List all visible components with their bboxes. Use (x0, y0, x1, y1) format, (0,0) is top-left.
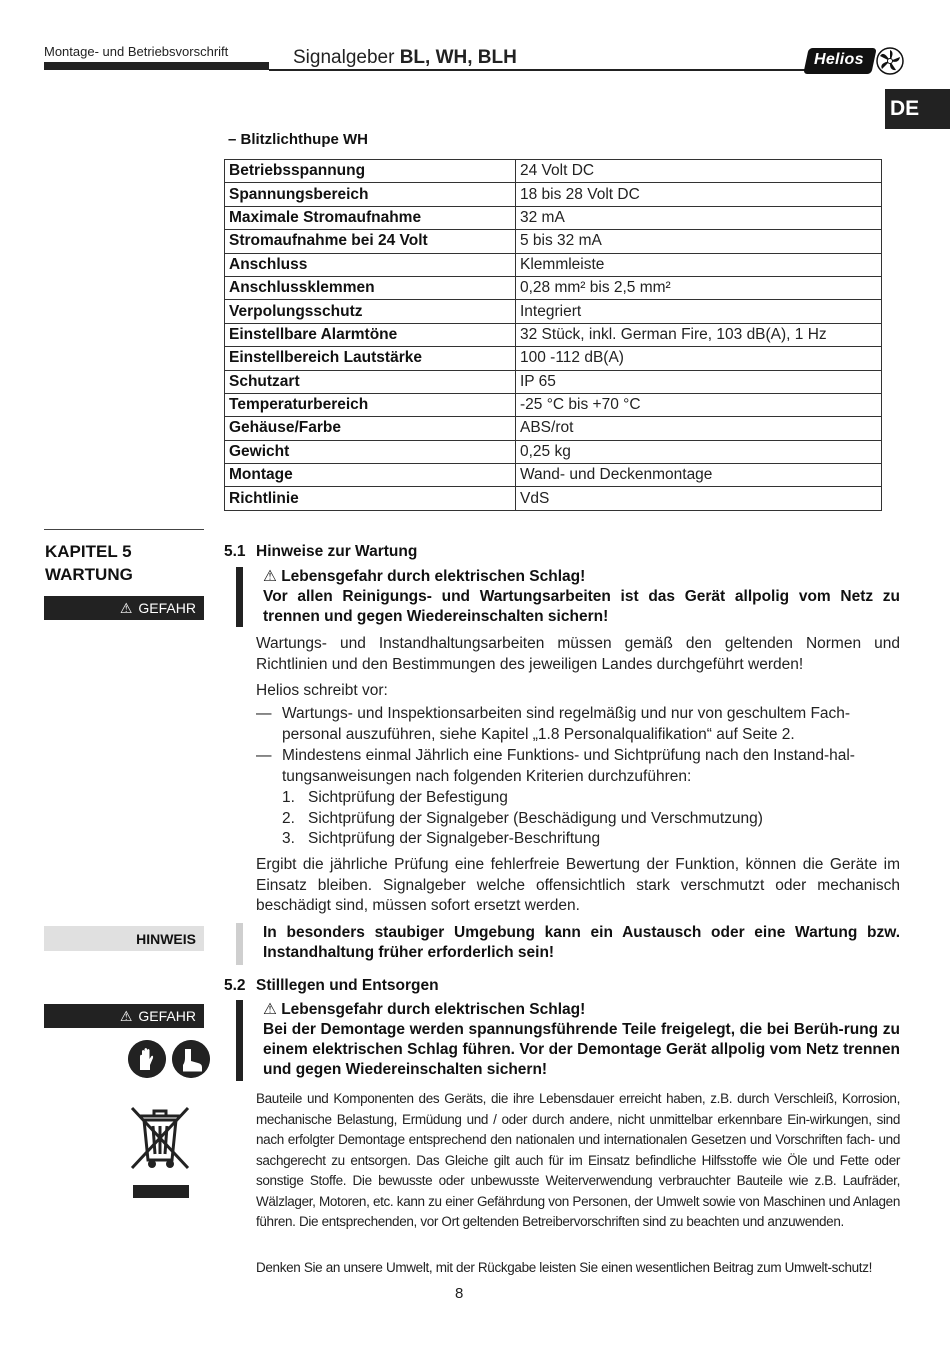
warning-triangle-icon: ⚠ (119, 600, 133, 616)
dash-marker: — (256, 705, 272, 722)
table-row (225, 253, 882, 276)
header-bar (44, 62, 269, 70)
table-row (225, 393, 882, 416)
warning-triangle-icon: ⚠ (119, 1008, 133, 1024)
table-row (225, 160, 882, 183)
warning-text: Bei der Demontage werden spannungsführende Teile freigelegt, die bei Berüh-rung zu einem elektrischen Schlag führen. Vor der Demontage Gerät allpolig vom Netz trennen und gegen Wiedereinschalten sichern! (263, 1021, 900, 1078)
spec-key: Richtlinie (225, 487, 516, 510)
spec-value: 32 mA (516, 206, 882, 229)
logo-text: Helios (814, 51, 864, 68)
warning-title: ⚠ Lebensgefahr durch elektrischen Schlag! (263, 1001, 586, 1018)
danger-badge-label: GEFAHR (138, 600, 196, 616)
spec-key: Schutzart (225, 370, 516, 393)
crossed-bin-icon (126, 1102, 194, 1174)
table-row (225, 347, 882, 370)
helios-logo (806, 45, 906, 77)
table-row (225, 464, 882, 487)
table-title: – Blitzlichthupe WH (228, 131, 368, 148)
table-row (225, 276, 882, 299)
paragraph: Wartungs- und Instandhaltungsarbeiten müssen gemäß den geltenden Normen und Richtlinien und den Bestimmungen des jeweiligen Landes durchgeführt werden! (256, 635, 900, 673)
spec-key: Stromaufnahme bei 24 Volt (225, 230, 516, 253)
table-row (225, 323, 882, 346)
section-heading (224, 977, 900, 995)
dash-list-item (256, 746, 900, 787)
spec-key: Anschlussklemmen (225, 276, 516, 299)
spec-value: Klemmleiste (516, 253, 882, 276)
spec-value: -25 °C bis +70 °C (516, 393, 882, 416)
page-number: 8 (455, 1285, 464, 1302)
section-title: Stilllegen und Entsorgen (256, 977, 439, 994)
spec-value: 0,28 mm² bis 2,5 mm² (516, 276, 882, 299)
paragraph: Ergibt die jährliche Prüfung eine fehlerfreie Bewertung der Funktion, können die Geräte im Einsatz bleiben. Signalgeber welche offensichtlich stark verschmutzt oder mechanisch beschädigt sind, müssen sofort ersetzt werden. (256, 856, 900, 914)
header-rule (269, 69, 806, 71)
spec-value: 0,25 kg (516, 440, 882, 463)
spec-key: Anschluss (225, 253, 516, 276)
danger-badge (44, 596, 204, 620)
paragraph: Denken Sie an unsere Umwelt, mit der Rückgabe leisten Sie einen wesentlichen Beitrag zum Umwelt-schutz! (256, 1260, 873, 1275)
table-row (225, 487, 882, 510)
spec-value: Integriert (516, 300, 882, 323)
spec-value: Wand- und Deckenmontage (516, 464, 882, 487)
table-row (225, 206, 882, 229)
language-tab: DE (885, 89, 950, 129)
warning-text: Vor allen Reinigungs- und Wartungsarbeiten ist das Gerät allpolig vom Netz zu trennen und gegen Wiedereinschalten sichern! (263, 588, 900, 625)
chapter-heading (45, 540, 133, 586)
warning-title: ⚠ Lebensgefahr durch elektrischen Schlag! (263, 568, 586, 585)
spec-key: Temperaturbereich (225, 393, 516, 416)
spec-key: Verpolungsschutz (225, 300, 516, 323)
safety-boot-icon (172, 1040, 210, 1078)
paragraph: Bauteile und Komponenten des Geräts, die ihre Lebensdauer erreicht haben, z.B. durch Verschleiß, Korrosion, mechanische Belastung, Ermüdung und / oder durch andere, nicht unmittelbar erkennbare Ein-wirkungen, sind nach erfolgter Demontage entsprechend den nationalen und internationalen Gesetzen und Vorschriften fach- und sachgerecht zu entsorgen. Das Gleiche gilt auch für im Einsatz befindliche Hilfsstoffe wie Öle und Fette oder sonstige Stoffe. Die bewusste oder unbewusste Weiterverwendung verbrauchter Bauteile wie z.B. Laufräder, Wälzlager, Motoren, etc. kann zu einer Gefährdung von Personen, der Umwelt sowie von Maschinen und Anlagen führen. Die entsprechenden, vor Ort geltenden Betreibervorschriften sind zu beachten und anzuwenden. (256, 1091, 900, 1229)
table-row (225, 300, 882, 323)
title-prefix: Signalgeber (293, 47, 395, 68)
spec-value: 5 bis 32 mA (516, 230, 882, 253)
spec-value: IP 65 (516, 370, 882, 393)
chapter-number: KAPITEL 5 (45, 542, 132, 561)
paragraph: Helios schreibt vor: (256, 682, 388, 699)
table-row (225, 230, 882, 253)
disposal-bar (133, 1185, 189, 1198)
document-type-label: Montage- und Betriebsvorschrift (44, 44, 229, 59)
sidebar-divider (44, 529, 204, 530)
spec-value: 18 bis 28 Volt DC (516, 183, 882, 206)
section-number: 5.2 (224, 977, 246, 994)
spec-key: Einstellbereich Lautstärke (225, 347, 516, 370)
note-box: In besonders staubiger Umgebung kann ein Austausch oder eine Wartung bzw. Instandhaltung früher erforderlich sein! (236, 923, 900, 965)
spec-value: 32 Stück, inkl. German Fire, 103 dB(A), 1 Hz (516, 323, 882, 346)
danger-badge (44, 1004, 204, 1028)
note-badge: HINWEIS (44, 926, 204, 951)
fan-icon (876, 47, 904, 75)
spec-key: Gewicht (225, 440, 516, 463)
table-row (225, 417, 882, 440)
table-row (225, 183, 882, 206)
document-title (293, 47, 517, 69)
danger-badge-label: GEFAHR (138, 1008, 196, 1024)
spec-value: ABS/rot (516, 417, 882, 440)
numbered-item: 1. Sichtprüfung der Befestigung (282, 789, 508, 806)
spec-value: 24 Volt DC (516, 160, 882, 183)
spec-value: VdS (516, 487, 882, 510)
danger-warning-box (236, 1000, 900, 1081)
section-heading (224, 543, 900, 561)
chapter-title: WARTUNG (45, 565, 133, 584)
gloves-icon (128, 1040, 166, 1078)
spec-key: Spannungsbereich (225, 183, 516, 206)
numbered-item: 3. Sichtprüfung der Signalgeber-Beschriftung (282, 830, 601, 847)
spec-key: Maximale Stromaufnahme (225, 206, 516, 229)
table-row (225, 440, 882, 463)
table-row (225, 370, 882, 393)
spec-key: Gehäuse/Farbe (225, 417, 516, 440)
spec-value: 100 -112 dB(A) (516, 347, 882, 370)
section-number: 5.1 (224, 543, 246, 560)
section-title: Hinweise zur Wartung (256, 543, 418, 560)
spec-key: Einstellbare Alarmtöne (225, 323, 516, 346)
dash-list-item (256, 704, 900, 745)
dash-text: Wartungs- und Inspektionsarbeiten sind regelmäßig und nur von geschultem Fach-personal auszuführen, siehe Kapitel „1.8 Personalqualifikation“ auf Seite 2. (282, 705, 851, 743)
danger-warning-box (236, 567, 900, 627)
numbered-item: 2. Sichtprüfung der Signalgeber (Beschädigung und Verschmutzung) (282, 810, 763, 827)
spec-key: Betriebsspannung (225, 160, 516, 183)
spec-key: Montage (225, 464, 516, 487)
dash-marker: — (256, 747, 272, 764)
title-models: BL, WH, BLH (399, 47, 517, 68)
dash-text: Mindestens einmal Jährlich eine Funktions- und Sichtprüfung nach den Instand-hal-tungsanweisungen nach folgenden Kriterien durchzuführen: (282, 747, 855, 785)
spec-table (224, 159, 882, 511)
